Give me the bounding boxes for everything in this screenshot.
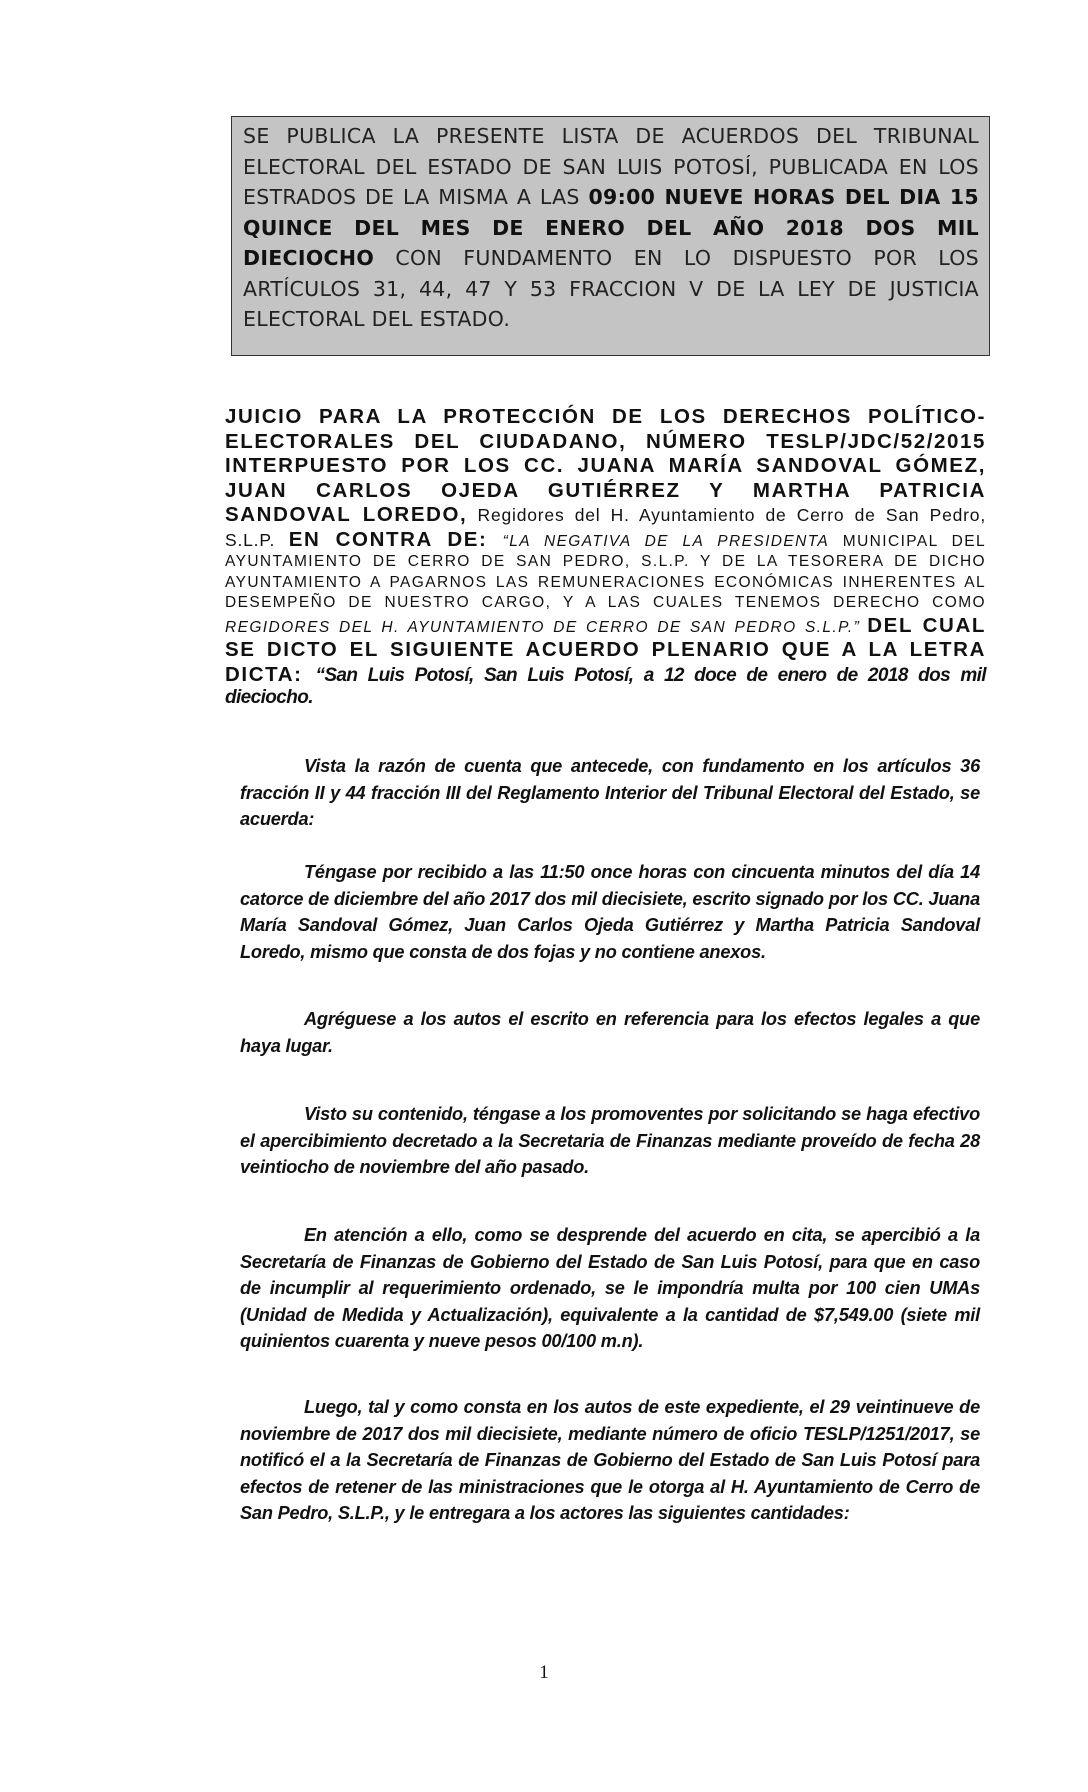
- notice-text-intro: SE PUBLICA LA PRESENTE LISTA DE ACUERDOS DEL TRIBUNAL ELECTORAL DEL ESTADO DE SAN LUIS POTOSÍ, PUBLICADA EN LOS ESTRADOS DE LA MISMA A LAS: [243, 124, 979, 209]
- paragraph-luego: Luego, tal y como consta en los autos de este expediente, el 29 veintinueve de noviembre de 2017 dos mil diecisiete, mediante número de oficio TESLP/1251/2017, se notificó el a la Secretaría de Finanzas de Gobierno del Estado de San Luis Potosí para efectos de retener de las ministraciones que le otorga al H. Ayuntamiento de Cerro de San Pedro, S.L.P., y le entregara a los actores las siguientes cantidades:: [240, 1397, 980, 1523]
- case-dictated: DEL CUAL SE DICTO EL SIGUIENTE ACUERDO PLENARIO QUE A LA LETRA DICTA:: [225, 613, 986, 686]
- case-date-line: “San Luis Potosí, San Luis Potosí, a 12 doce de enero de 2018 dos mil dieciocho.: [225, 664, 986, 708]
- case-claim-start: “LA NEGATIVA DE LA PRESIDENTA: [502, 532, 830, 550]
- paragraph-agreguese: Agréguese a los autos el escrito en referencia para los efectos legales a que haya lugar.: [240, 1009, 980, 1056]
- page-number: 1: [539, 1662, 549, 1683]
- publication-notice-box: [231, 116, 990, 356]
- notice-text-date: 09:00 NUEVE HORAS DEL DIA 15 QUINCE DEL MES DE ENERO DEL AÑO 2018 DOS MIL DIECIOCHO: [243, 185, 979, 270]
- case-en-contra: EN CONTRA DE: [288, 527, 480, 551]
- case-claim-body: MUNICIPAL DEL AYUNTAMIENTO DE CERRO DE SAN PEDRO, S.L.P. Y DE LA TESORERA DE DICHO AYUNTAMIENTO A PAGARNOS LAS REMUNERACIONES ECONÓMICAS INHERENTES AL DESEMPEÑO DE NUESTRO CARGO, Y A LAS CUALES TENEMOS DERECHO COMO: [225, 532, 986, 611]
- notice-text-basis: CON FUNDAMENTO EN LO DISPUESTO POR LOS ARTÍCULOS 31, 44, 47 Y 53 FRACCION V DE LA LEY DE JUSTICIA ELECTORAL DEL ESTADO.: [243, 246, 979, 331]
- paragraph-visto: Visto su contenido, téngase a los promoventes por solicitando se haga efectivo el apercibimiento decretado a la Secretaria de Finanzas mediante proveído de fecha 28 veintiocho de noviembre del año pasado.: [240, 1104, 980, 1177]
- case-title: JUICIO PARA LA PROTECCIÓN DE LOS DERECHOS POLÍTICO-ELECTORALES DEL CIUDADANO, NÚMERO TESLP/JDC/52/2015 INTERPUESTO POR LOS CC. JUANA MARÍA SANDOVAL GÓMEZ, JUAN CARLOS OJEDA GUTIÉRREZ Y MARTHA PATRICIA SANDOVAL LOREDO,: [225, 405, 986, 526]
- case-heading: [225, 405, 986, 709]
- paragraph-tengase: Téngase por recibido a las 11:50 once horas con cincuenta minutos del día 14 catorce de diciembre del año 2017 dos mil diecisiete, escrito signado por los CC. Juana María Sandoval Gómez, Juan Carlos Ojeda Gutiérrez y Martha Patricia Sandoval Loredo, mismo que consta de dos fojas y no contiene anexos.: [240, 862, 980, 962]
- case-claim-end: REGIDORES DEL H. AYUNTAMIENTO DE CERRO DE SAN PEDRO S.L.P.”: [225, 618, 861, 636]
- case-colon: :: [479, 527, 503, 551]
- paragraph-atencion: En atención a ello, como se desprende del acuerdo en cita, se apercibió a la Secretaría de Finanzas de Gobierno del Estado de San Luis Potosí, para que en caso de incumplir al requerimiento ordenado, se le impondría multa por 100 cien UMAs (Unidad de Medida y Actualización), equivalente a la cantidad de $7,549.00 (siete mil quinientos cuarenta y nueve pesos 00/100 m.n).: [240, 1225, 980, 1351]
- case-regidores: Regidores del H. Ayuntamiento de Cerro de San Pedro, S.L.P.: [225, 505, 986, 550]
- paragraph-vista: Vista la razón de cuenta que antecede, con fundamento en los artículos 36 fracción II y 44 fracción III del Reglamento Interior del Tribunal Electoral del Estado, se acuerda:: [240, 756, 980, 829]
